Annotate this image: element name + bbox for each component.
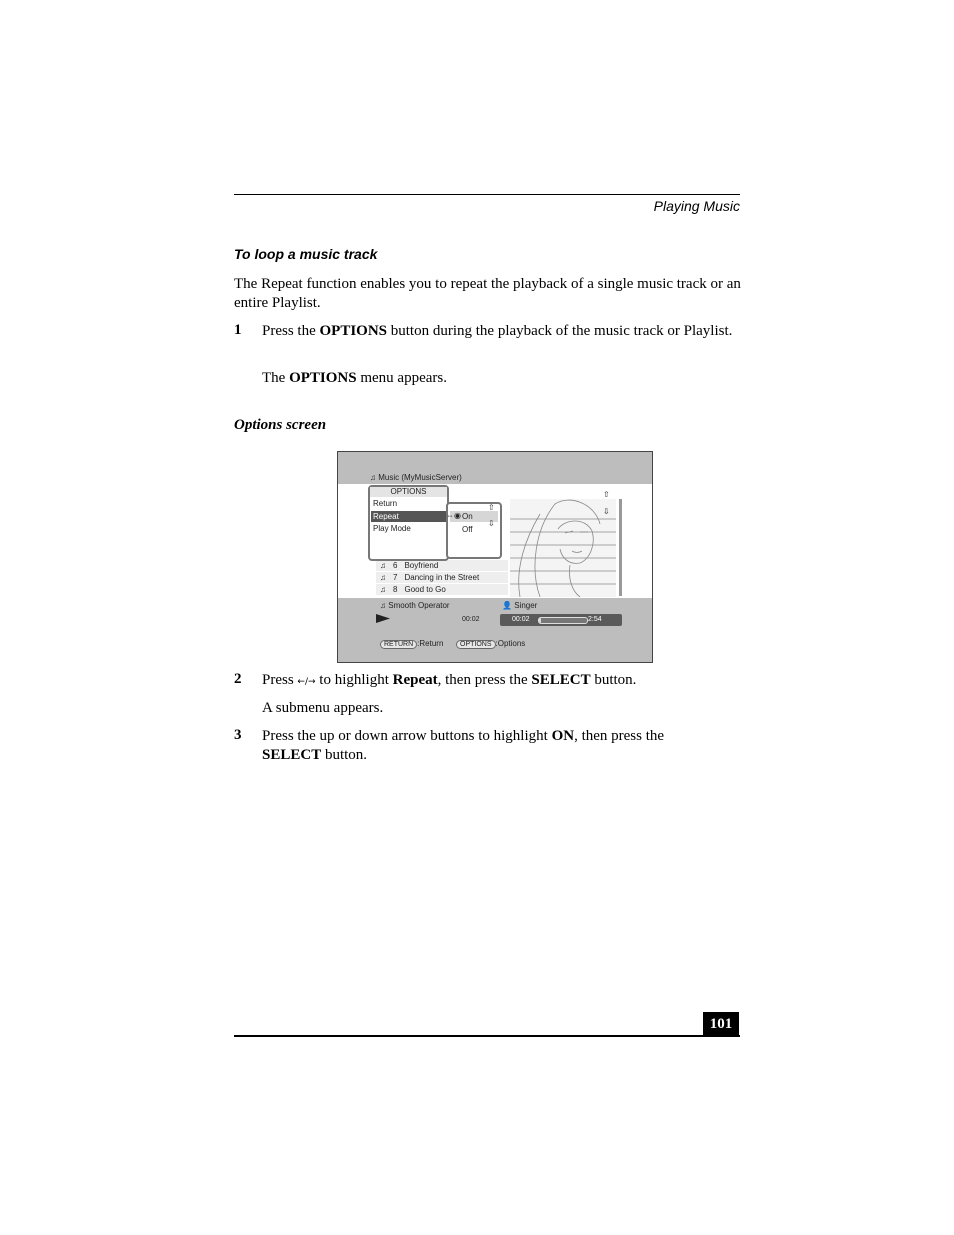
music-note-icon: ♫ <box>380 573 386 582</box>
options-screen-figure <box>337 451 653 663</box>
left-right-arrow-icon: ⇔ <box>446 511 454 520</box>
options-menu <box>368 485 449 561</box>
music-note-icon: ♫ <box>380 601 386 610</box>
submenu-item-on[interactable]: On <box>462 512 473 521</box>
progress-fill <box>539 618 541 623</box>
screen-header: ♫ Music (MyMusicServer) <box>370 473 462 482</box>
play-icon <box>376 614 390 623</box>
progress-track <box>538 617 588 624</box>
album-art <box>510 499 616 597</box>
menu-item-return[interactable]: Return <box>373 499 398 508</box>
menu-item-repeat[interactable]: Repeat <box>373 512 399 521</box>
music-note-icon: ♫ <box>370 473 376 482</box>
track-row-label: ♫ 7 Dancing in the Street <box>380 573 480 582</box>
repeat-submenu <box>446 502 502 559</box>
person-icon: 👤 <box>502 601 512 610</box>
step-2-result: A submenu appears. <box>262 700 384 716</box>
figure-caption: Options screen <box>234 417 327 433</box>
section-title: To loop a music track <box>234 246 378 262</box>
elapsed-time: 00:02 <box>462 616 480 623</box>
intro-paragraph: The Repeat function enables you to repeat the playback of a single music track or an entire Playlist. <box>234 276 741 311</box>
step-1-result: The OPTIONS menu appears. <box>262 370 447 386</box>
left-right-arrows-icon: ←/→ <box>297 677 316 687</box>
menu-item-play-mode[interactable]: Play Mode <box>373 524 411 533</box>
progress-elapsed: 00:02 <box>512 616 530 623</box>
scroll-down-icon[interactable]: ⇩ <box>603 507 610 516</box>
running-head: Playing Music <box>653 198 740 214</box>
top-rule <box>234 194 740 195</box>
music-note-icon: ♫ <box>380 585 386 594</box>
bottom-rule <box>234 1035 740 1037</box>
track-row-label: ♫ 8 Good to Go <box>380 585 446 594</box>
submenu-item-off[interactable]: Off <box>462 525 473 534</box>
radio-selected-icon: ◉ <box>454 511 461 520</box>
options-menu-title: OPTIONS <box>370 487 447 497</box>
music-note-icon: ♫ <box>380 561 386 570</box>
duration: 2:54 <box>588 616 602 623</box>
step-2-text: Press ←/→ to highlight Repeat, then press the SELECT button. <box>262 672 637 688</box>
artist-name: 👤 Singer <box>502 601 538 610</box>
scrollbar[interactable] <box>619 499 622 596</box>
return-hint: RETURN :Return <box>380 633 443 651</box>
submenu-up-icon[interactable]: ⇧ <box>488 503 495 512</box>
submenu-down-icon[interactable]: ⇩ <box>488 519 495 528</box>
return-button[interactable]: RETURN <box>380 640 417 649</box>
page-number: 101 <box>703 1012 739 1036</box>
scroll-up-icon[interactable]: ⇧ <box>603 490 610 499</box>
step-1-number: 1 <box>234 322 242 338</box>
options-hint: OPTIONS :Options <box>456 633 525 651</box>
now-playing-track: ♫ Smooth Operator <box>380 601 450 610</box>
progress-bar[interactable] <box>500 614 622 626</box>
options-button[interactable]: OPTIONS <box>456 640 496 649</box>
step-3-text: Press the up or down arrow buttons to highlight ON, then press the SELECT button. <box>262 728 665 763</box>
step-2-number: 2 <box>234 671 242 687</box>
track-row-label: ♫ 6 Boyfriend <box>380 561 439 570</box>
step-3-number: 3 <box>234 727 242 743</box>
step-1-text: Press the OPTIONS button during the playback of the music track or Playlist. <box>262 323 733 339</box>
